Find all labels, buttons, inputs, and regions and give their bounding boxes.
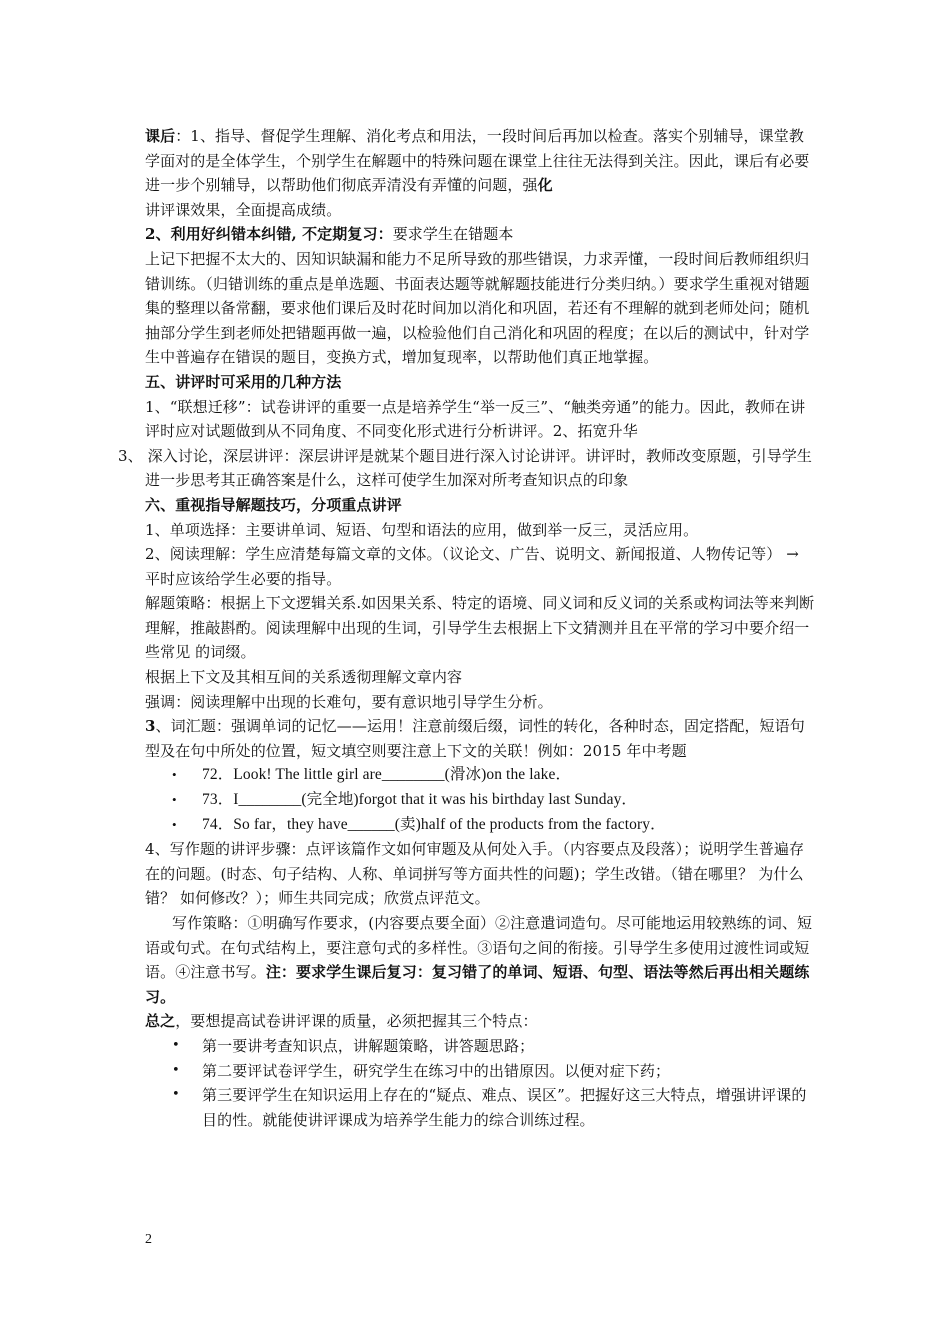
after-class-text: ：1、指导、督促学生理解、消化考点和用法，一段时间后再加以检查。落实个别辅导，课堂教学面对的是全体学生，个别学生在解题中的特殊问题在课堂上往往无法得到关注。因此，课后有必要进一步个别辅导，以帮助他们彻底弄清没有弄懂的问题，强 (145, 127, 810, 195)
item-3-number: 3 (145, 717, 156, 736)
summary-paragraph (145, 1009, 815, 1034)
mistake-book-body: 上记下把握不太大的、因知识缺漏和能力不足所导致的那些错误，力求弄懂，一段时间后教师组织归错训练。（归错训练的重点是单选题、书面表达题等就解题技能进行分类归纳。）要求学生重视对错题集的整理以备常翻，要求他们课后及时花时间加以消化和巩固，若还有不理解的就到老师处问；随机抽部分学生到老师处把错题再做一遍，以检验他们自己消化和巩固的程度；在以后的测试中，针对学生中普遍存在错误的题目，变换方式，增加复现率，以帮助他们真正地掌握。 (145, 249, 810, 367)
mistake-book-label: 2、利用好纠错本纠错, 不定期复习： (145, 225, 393, 244)
writing-strategy (145, 911, 815, 1009)
section-6-item-1: 1、单项选择：主要讲单词、短语、句型和语法的应用，做到举一反三，灵活应用。 (145, 520, 699, 539)
section-5-item-3: 3、 深入讨论，深层讲评：深层讲评是就某个题目进行深入讨论讲评。讲评时，教师改变原题，引导学生进一步思考其正确答案是什么，这样可使学生加深对所考查知识点的印象 (118, 446, 813, 490)
summary-point-2: • 第二要评试卷评学生，研究学生在练习中的出错原因。以便对症下药； (145, 1059, 815, 1084)
mistake-book-text: 要求学生在错题本 (392, 225, 514, 244)
summary-point-3: • 第三要评学生在知识运用上存在的“疑点、难点、误区”。把握好这三大特点，增强讲评课的目的性。就能使讲评课成为培养学生能力的综合训练过程。 (145, 1083, 815, 1132)
summary-text: ，要想提高试卷讲评课的质量，必须把握其三个特点： (175, 1012, 538, 1031)
document-page (118, 124, 815, 1132)
reading-context: 根据上下文及其相互间的关系透彻理解文章内容 (145, 668, 463, 687)
summary-points-list (145, 1034, 815, 1132)
paragraph-mistake-book (145, 222, 815, 247)
exam-examples-list (145, 763, 815, 837)
section-5-title: 五、讲评时可采用的几种方法 (145, 372, 342, 391)
page-number: 2 (145, 1232, 152, 1247)
example-item-74: • 74．So far，they have______(卖)half of the products from the factory． (145, 813, 815, 838)
writing-strategy-note: 注：要求学生课后复习：复习错了的单词、短语、句型、语法等然后再出相关题练习。 (145, 963, 810, 1006)
section-6-title: 六、重视指导解题技巧，分项重点讲评 (145, 495, 402, 514)
section-6-item-4: 4、写作题的讲评步骤：点评该篇作文如何审题及从何处入手。（内容要点及段落）；说明学生普遍存在的问题。(时态、句子结构、人称、单词拼写等方面共性的问题)；学生改错。（错在哪里？ 为什么错？ 如何修改？）；师生共同完成；欣赏点评范文。 (145, 840, 805, 908)
summary-point-1: • 第一要讲考查知识点，讲解题策略，讲答题思路； (145, 1034, 815, 1059)
example-item-73: • 73．I________(完全地)forgot that it was his birthday last Sunday． (145, 788, 815, 813)
section-6-item-3 (145, 714, 815, 763)
item-3-text: 、词汇题：强调单词的记忆——运用！注意前缀后缀，词性的转化，各种时态，固定搭配，短语句型及在句中所处的位置，短文填空则要注意上下文的关联！例如：2015 年中考题 (145, 717, 805, 760)
paragraph-after-class (145, 124, 815, 198)
reading-emphasis: 强调：阅读理解中出现的长难句，要有意识地引导学生分析。 (145, 692, 553, 711)
after-class-label: 课后 (145, 127, 176, 145)
example-item-72: • 72．Look! The little girl are________(滑冰)on the lake． (145, 763, 815, 788)
section-6-item-2: 2、阅读理解：学生应清楚每篇文章的文体。（议论文、广告、说明文、新闻报道、人物传记等） → 平时应该给学生必要的指导。 (145, 545, 799, 588)
reading-strategy: 解题策略：根据上下文逻辑关系.如因果关系、特定的语境、同义词和反义词的关系或构词法等来判断理解，推敲斟酌。阅读理解中出现的生词，引导学生去根据上下文猜测并且在平常的学习中要介绍一些常见 的词缀。 (145, 594, 815, 662)
section-5-item-1: 1、“联想迁移”：试卷讲评的重要一点是培养学生“举一反三”、“触类旁通”的能力。因此，教师在讲评时应对试题做到从不同角度、不同变化形式进行分析讲评。2、拓宽升华 (145, 397, 806, 441)
summary-label: 总之 (145, 1012, 176, 1031)
after-class-bold-tail: 化 (537, 176, 553, 195)
after-class-line2: 讲评课效果，全面提高成绩。 (145, 200, 342, 219)
writing-strategy-text: 写作策略：①明确写作要求，(内容要点要全面）②注意遣词造句。尽可能地运用较熟练的词、短语或句式。在句式结构上，要注意句式的多样性。③语句之间的衔接。引导学生多使用过渡性词或短语。④注意书写。 (145, 914, 813, 982)
